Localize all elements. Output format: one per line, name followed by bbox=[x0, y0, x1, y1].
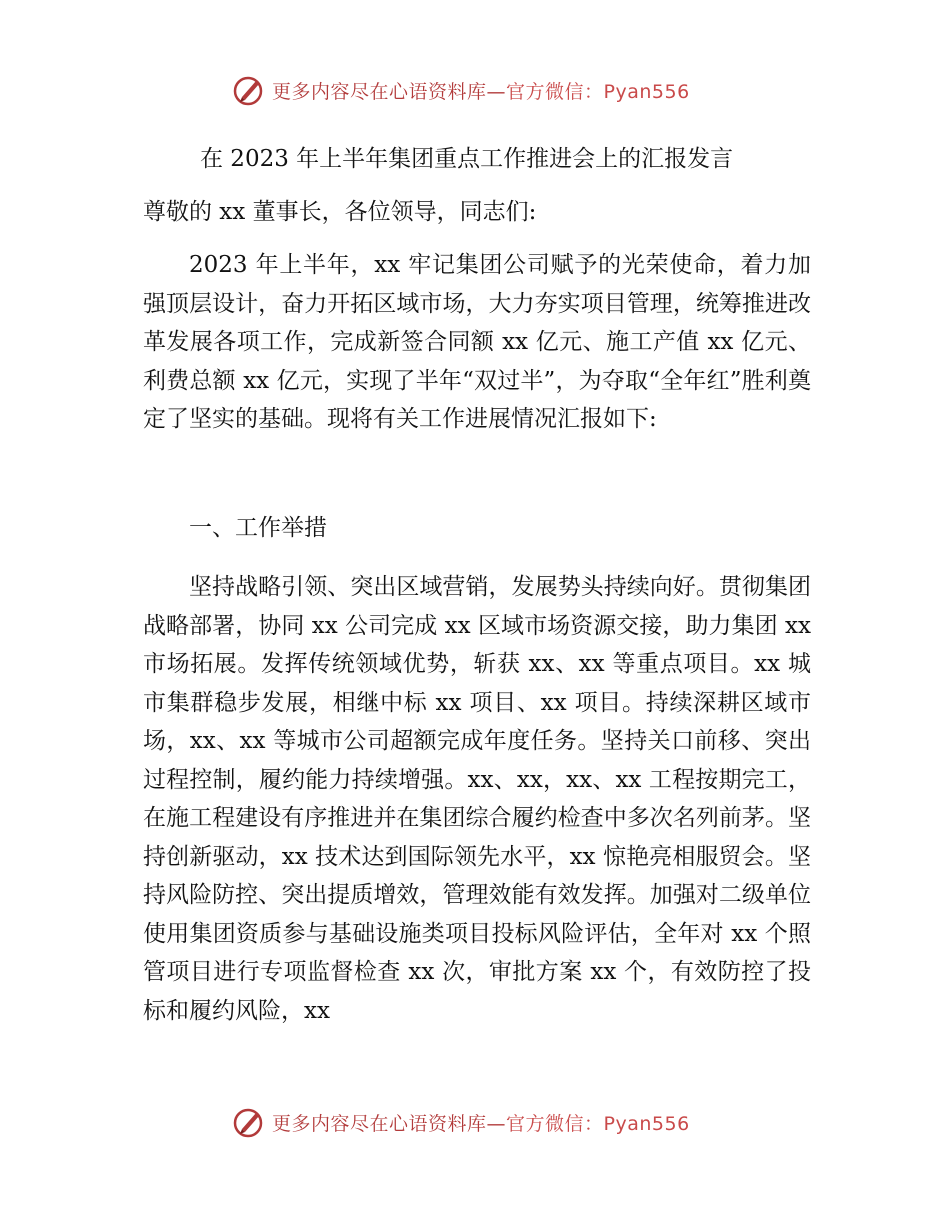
pen-logo-icon bbox=[232, 73, 266, 107]
pen-logo-icon bbox=[232, 1105, 266, 1139]
watermark-text: 更多内容尽在心语资料库—官方微信：Pyan556 bbox=[272, 80, 690, 103]
paragraph-intro: 2023 年上半年，xx 牢记集团公司赋予的光荣使命，着力加强顶层设计，奋力开拓区域市场，大力夯实项目管理，统筹推进改革发展各项工作，完成新签合同额 xx 亿元、施工产值 xx 亿元、利费总额 xx 亿元，实现了半年“双过半”，为夺取“全年红”胜利奠定了坚实的基础。现将有关工作进展情况汇报如下: bbox=[143, 252, 811, 432]
salutation: 尊敬的 xx 董事长，各位领导，同志们: bbox=[143, 199, 537, 225]
document-title: 在 2023 年上半年集团重点工作推进会上的汇报发言 bbox=[200, 146, 734, 172]
watermark-banner-bottom bbox=[0, 1102, 950, 1142]
paragraph-measures: 坚持战略引领、突出区域营销，发展势头持续向好。贯彻集团战略部署，协同 xx 公司完成 xx 区域市场资源交接，助力集团 xx 市场拓展。发挥传统领域优势，斩获 xx、xx 等重点项目。xx 城市集群稳步发展，相继中标 xx 项目、xx 项目。持续深耕区域市场，xx、xx 等城市公司超额完成年度任务。坚持关口前移、突出过程控制，履约能力持续增强。xx、xx，xx、xx 工程按期完工，在施工程建设有序推进并在集团综合履约检查中多次名列前茅。坚持创新驱动，xx 技术达到国际领先水平，xx 惊艳亮相服贸会。坚持风险防控、突出提质增效，管理效能有效发挥。加强对二级单位使用集团资质参与基础设施类项目投标风险评估，全年对 xx 个照管项目进行专项监督检查 xx 次，审批方案 xx 个，有效防控了投标和履约风险，xx bbox=[143, 574, 811, 1024]
section-heading: 一、工作举措 bbox=[189, 515, 327, 541]
watermark-banner-top bbox=[0, 70, 950, 110]
watermark-text: 更多内容尽在心语资料库—官方微信：Pyan556 bbox=[272, 1112, 690, 1135]
